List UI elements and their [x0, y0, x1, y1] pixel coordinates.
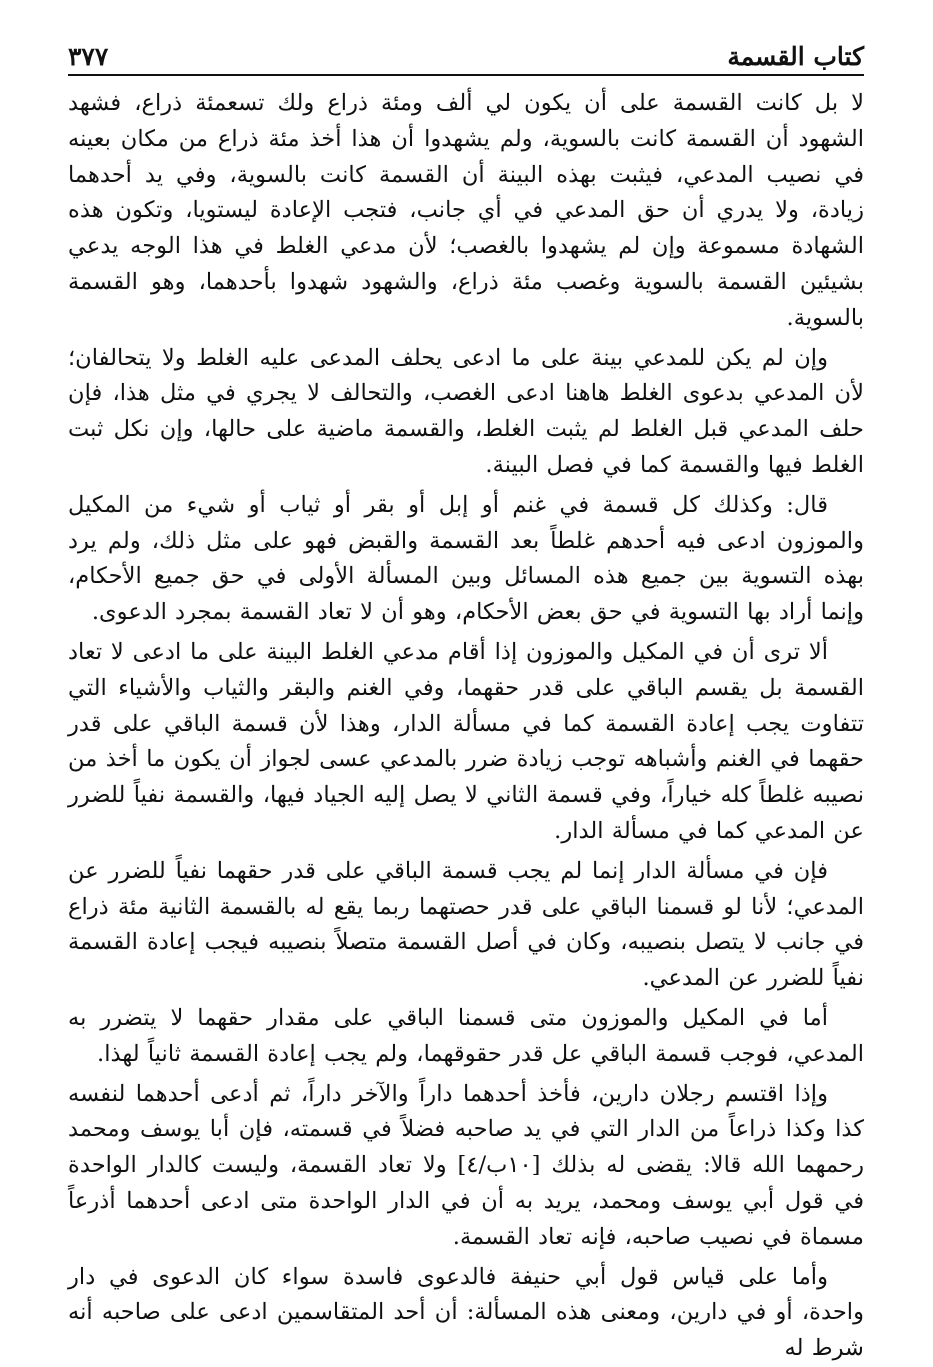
- paragraph-8: وأما على قياس قول أبي حنيفة فالدعوى فاسدة سواء كان الدعوى في دار واحدة، أو في دارين، ومعنى هذه المسألة: أن أحد المتقاسمين ادعى على صاحبه أنه شرط له: [68, 1263, 864, 1362]
- paragraph-1: لا بل كانت القسمة على أن يكون لي ألف ومئة ذراع ولك تسعمئة ذراع، فشهد الشهود أن القسمة كانت بالسوية، ولم يشهدوا أن هذا أخذ مئة ذراع من مكان بعينه في نصيب المدعي، فيثبت بهذه البينة أن القسمة كانت بالسوية، وفي يد أحدهما زيادة، ولا يدري أن حق المدعي في أي جانب، فتجب الإعادة ليستويا، وتكون هذه الشهادة مسموعة وإن لم يشهدوا بالغصب؛ لأن مدعي الغلط في هذا الوجه يدعي بشيئين القسمة بالسوية وغصب مئة ذراع، والشهود شهدوا بأحدهما، وهو القسمة بالسوية.: [68, 90, 864, 331]
- paragraph-2: وإن لم يكن للمدعي بينة على ما ادعى يحلف المدعى عليه الغلط ولا يتحالفان؛ لأن المدعي بدعوى الغلط هاهنا ادعى الغصب، والتحالف لا يجري في مثل هذا، فإن حلف المدعي قبل الغلط لم يثبت الغلط، والقسمة ماضية على حالها، وإن نكل ثبت الغلط فيها والقسمة كما في فصل البينة.: [68, 344, 864, 478]
- paragraph-5: فإن في مسألة الدار إنما لم يجب قسمة الباقي على قدر حقهما نفياً للضرر عن المدعي؛ لأنا لو قسمنا الباقي على قدر حصتهما ربما يقع له بالقسمة الثانية مئة ذراع في جانب لا يتصل بنصيبه، وكان في أصل القسمة متصلاً بنصيبه فيجب إعادة القسمة نفياً للضرر عن المدعي.: [68, 857, 864, 992]
- paragraph-3: قال: وكذلك كل قسمة في غنم أو إبل أو بقر أو ثياب أو شيء من المكيل والموزون ادعى فيه أحدهم غلطاً بعد القسمة والقبض فهو على مثل ذلك، ولم يرد بهذه التسوية بين جميع هذه المسائل وبين المسألة الأولى في حق جميع الأحكام، وإنما أراد بها التسوية في حق بعض الأحكام، وهو أن لا تعاد القسمة بمجرد الدعوى.: [68, 491, 864, 626]
- text-body: [68, 86, 864, 1367]
- paragraph-4: ألا ترى أن في المكيل والموزون إذا أقام مدعي الغلط البينة على ما ادعى لا تعاد القسمة بل يقسم الباقي على قدر حقهما، وفي الغنم والبقر والثياب والأشياء التي تتفاوت يجب إعادة القسمة كما في مسألة الدار، وهذا لأن قسمة الباقي على قدر حقهما في الغنم وأشباهه توجب زيادة ضرر بالمدعي عسى لجواز أن يكون ما أخذ من نصيبه غلطاً كله خياراً، وفي قسمة الثاني لا يصل إليه الجياد فيها، والقسمة نفياً للضرر عن المدعي كما في مسألة الدار.: [68, 638, 864, 844]
- page-header: [68, 30, 864, 76]
- paragraph-7: وإذا اقتسم رجلان دارين، فأخذ أحدهما داراً والآخر داراً، ثم أدعى أحدهما لنفسه كذا وكذا ذراعاً من الدار التي في يد صاحبه فضلاً في قسمته، فإن أبا يوسف ومحمد رحمهما الله قالا: يقضى له بذلك [١٠ب/٤] ولا تعاد القسمة، وليست كالدار الواحدة في قول أبي يوسف ومحمد، يريد به أن في الدار الواحدة متى ادعى أحدهما أذرعاً مسماة في نصيب صاحبه، فإنه تعاد القسمة.: [68, 1080, 864, 1250]
- book-title: كتاب القسمة: [727, 42, 864, 71]
- page-number: ٣٧٧: [68, 42, 109, 71]
- page: [68, 30, 864, 1362]
- paragraph-6: أما في المكيل والموزون متى قسمنا الباقي على مقدار حقهما لا يتضرر به المدعي، فوجب قسمة الباقي عل قدر حقوقهما، ولم يجب إعادة القسمة ثانياً لهذا.: [68, 1004, 864, 1067]
